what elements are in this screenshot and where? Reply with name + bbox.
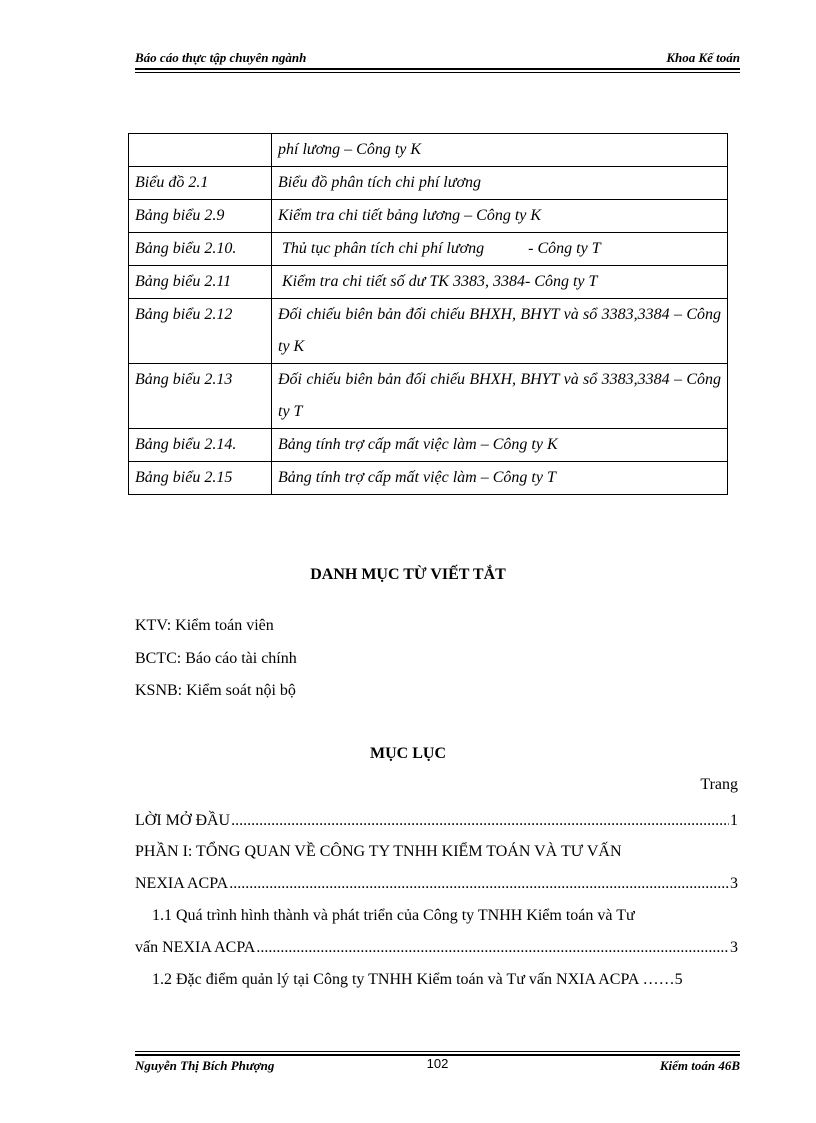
figure-label: Bảng biểu 2.15 xyxy=(129,462,272,495)
toc-entry-intro[interactable] xyxy=(135,812,738,830)
figure-label: Bảng biểu 2.13 xyxy=(129,364,272,429)
figure-description: Đối chiếu biên bản đối chiếu BHXH, BHYT và sổ 3383,3384 – Công ty T xyxy=(272,364,728,429)
toc-page-column-header: Trang xyxy=(700,776,738,793)
figure-label: Bảng biểu 2.11 xyxy=(129,266,272,299)
toc-leader-dots xyxy=(256,939,729,957)
toc-page-number: 5 xyxy=(674,971,683,988)
page-footer xyxy=(135,1058,740,1076)
table-row xyxy=(129,364,728,429)
toc-page-number: 1 xyxy=(730,812,738,829)
figure-description: Đối chiếu biên bản đối chiếu BHXH, BHYT và sổ 3383,3384 – Công ty K xyxy=(272,299,728,364)
table-row xyxy=(129,462,728,495)
abbreviation-item: BCTC: Báo cáo tài chính xyxy=(135,650,297,667)
footer-class: Kiểm toán 46B xyxy=(659,1058,740,1073)
toc-entry-text: LỜI MỞ ĐẦU xyxy=(135,812,231,829)
header-divider-thin xyxy=(135,72,740,73)
toc-entry-part1[interactable] xyxy=(135,875,738,893)
figure-description: Bảng tính trợ cấp mất việc làm – Công ty K xyxy=(272,429,728,462)
figure-label xyxy=(129,134,272,167)
footer-author: Nguyễn Thị Bích Phượng xyxy=(135,1058,275,1073)
abbreviation-item: KSNB: Kiểm soát nội bộ xyxy=(135,682,296,699)
figure-description: Kiểm tra chi tiết bảng lương – Công ty K xyxy=(272,200,728,233)
header-department: Khoa Kế toán xyxy=(666,50,740,65)
figure-description: phí lương – Công ty K xyxy=(272,134,728,167)
figure-label: Biểu đồ 2.1 xyxy=(129,167,272,200)
toc-entry-text: vấn NEXIA ACPA xyxy=(135,939,256,956)
figure-label: Bảng biểu 2.12 xyxy=(129,299,272,364)
figure-description: Thủ tục phân tích chi phí lương - Công ty T xyxy=(272,233,728,266)
toc-entry-part1-line1[interactable]: PHẦN I: TỔNG QUAN VỀ CÔNG TY TNHH KIỂM TOÁN VÀ TƯ VẤN xyxy=(135,843,622,860)
header-report-title: Báo cáo thực tập chuyên ngành xyxy=(135,50,307,65)
table-row xyxy=(129,167,728,200)
figure-description: Biểu đồ phân tích chi phí lương xyxy=(272,167,728,200)
table-row xyxy=(129,299,728,364)
footer-divider-thin xyxy=(135,1051,740,1052)
figure-label: Bảng biểu 2.10. xyxy=(129,233,272,266)
toc-entry-1-1-line1[interactable]: 1.1 Quá trình hình thành và phát triển của Công ty TNHH Kiểm toán và Tư xyxy=(152,907,635,924)
toc-entry-text: 1.2 Đặc điểm quản lý tại Công ty TNHH Kiểm toán và Tư vấn NXIA ACPA …… xyxy=(152,971,675,988)
toc-page-number: 3 xyxy=(730,939,738,956)
toc-page-number: 3 xyxy=(730,875,738,892)
figure-label: Bảng biểu 2.9 xyxy=(129,200,272,233)
abbreviations-heading: DANH MỤC TỪ VIẾT TẮT xyxy=(310,566,506,583)
figure-description: Bảng tính trợ cấp mất việc làm – Công ty T xyxy=(272,462,728,495)
abbreviation-item: KTV: Kiểm toán viên xyxy=(135,617,274,634)
toc-entry-text: NEXIA ACPA xyxy=(135,875,229,892)
table-row xyxy=(129,134,728,167)
table-row xyxy=(129,266,728,299)
page-number: 102 xyxy=(426,1056,449,1071)
table-row xyxy=(129,233,728,266)
figure-description: Kiểm tra chi tiết số dư TK 3383, 3384- Công ty T xyxy=(272,266,728,299)
header-divider xyxy=(135,68,740,70)
toc-entry-1-2[interactable] xyxy=(152,971,738,989)
table-row xyxy=(129,200,728,233)
toc-leader-dots xyxy=(229,875,729,893)
toc-entry-1-1[interactable] xyxy=(135,939,738,957)
toc-leader-dots xyxy=(231,812,729,830)
toc-heading: MỤC LỤC xyxy=(370,745,446,762)
table-row xyxy=(129,429,728,462)
figure-list-table xyxy=(128,133,728,495)
page-header xyxy=(135,50,740,68)
figure-label: Bảng biểu 2.14. xyxy=(129,429,272,462)
